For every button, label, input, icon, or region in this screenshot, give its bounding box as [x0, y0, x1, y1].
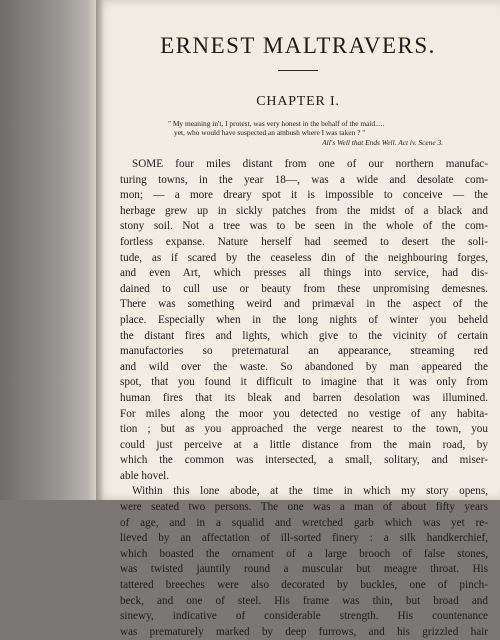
body-line: the distant fires and lights, which give to the vicinity of certain [120, 329, 488, 342]
chapter-heading: CHAPTER I. [256, 94, 340, 109]
epigraph-attribution: All's Well that Ends Well. Act iv. Scene 3. [322, 137, 443, 147]
title-divider [278, 70, 318, 71]
body-line: which boasted the ornament of a large brooch of false stones, [120, 547, 488, 560]
body-line: and even Art, which presses all things into service, had dis- [120, 267, 488, 280]
body-line: dained to cull use or beauty from these unpromising demesnes. [120, 282, 488, 295]
body-line: herbage grew up in sickly patches from the midst of a black and [120, 204, 488, 217]
body-line: was twisted jauntily round a muscular but meagre throat. His [120, 563, 488, 576]
body-line: Within this lone abode, at the time in which my story opens, [132, 485, 488, 498]
body-line: turing towns, in the year 18—, was a wide and desolate com- [120, 173, 488, 186]
body-line: tattered breeches were also decorated by buckles, one of pinch- [120, 579, 488, 592]
body-line: stony soil. Not a tree was to be seen in the whole of the com- [120, 220, 488, 233]
book-title: ERNEST MALTRAVERS. [160, 33, 436, 58]
body-line: lieved by an affectation of ill-sorted finery : a silk handkerchief, [120, 532, 488, 545]
body-line: mon; — a more dreary spot it is impossible to conceive — the [120, 189, 488, 202]
body-line: fortless expanse. Nature herself had seemed to desert the soli- [120, 235, 488, 248]
body-line: tude, as if scared by the ceaseless din of the neighbouring forges, [120, 251, 488, 264]
body-line: SOME four miles distant from one of our northern manufac- [132, 158, 488, 170]
body-line: For miles along the moor you detected no vestige of any habita- [120, 407, 488, 420]
body-line: sinewy, indicative of considerable strength. His countenance [120, 610, 488, 623]
body-line: There was something weird and primæval in the aspect of the [120, 298, 488, 311]
body-line: was prematurely marked by deep furrows, and his grizzled hair [120, 625, 488, 638]
body-line: tion ; but as you approached the verge nearest to the town, you [120, 423, 488, 436]
epigraph-line-1: " My meaning in't, I protest, was very honest in the behalf of the maid..... [168, 119, 385, 128]
body-line: spot, that you found it difficult to imagine that it was only from [120, 376, 488, 389]
body-line: which the common was intersected, a small, solitary, and miser- [120, 454, 488, 467]
body-line: human fires that its bleak and barren desolation was illumined. [120, 391, 488, 404]
book-page [96, 0, 500, 638]
body-line: of age, and in a squalid and wretched garb which was yet re- [120, 516, 488, 529]
body-line: place. Especially when in the long nights of winter you beheld [120, 313, 488, 326]
body-line: could just perceive at a little distance from the main road, by [120, 438, 488, 451]
body-line: beck, and one of steel. His frame was thin, but broad and [120, 594, 488, 607]
body-text [120, 157, 488, 640]
epigraph [168, 119, 443, 147]
body-line: manufactories so preternatural an appearance, streaming red [120, 345, 488, 358]
body-line: were seated two persons. The one was a man of about fifty years [120, 501, 488, 514]
body-line: and wild over the waste. So abandoned by man appeared the [120, 360, 488, 373]
body-line: able hovel. [120, 469, 170, 482]
page-gutter-shadow [96, 0, 104, 500]
epigraph-line-2: yet, who would have suspected an ambush where I was taken ? " [174, 128, 366, 138]
